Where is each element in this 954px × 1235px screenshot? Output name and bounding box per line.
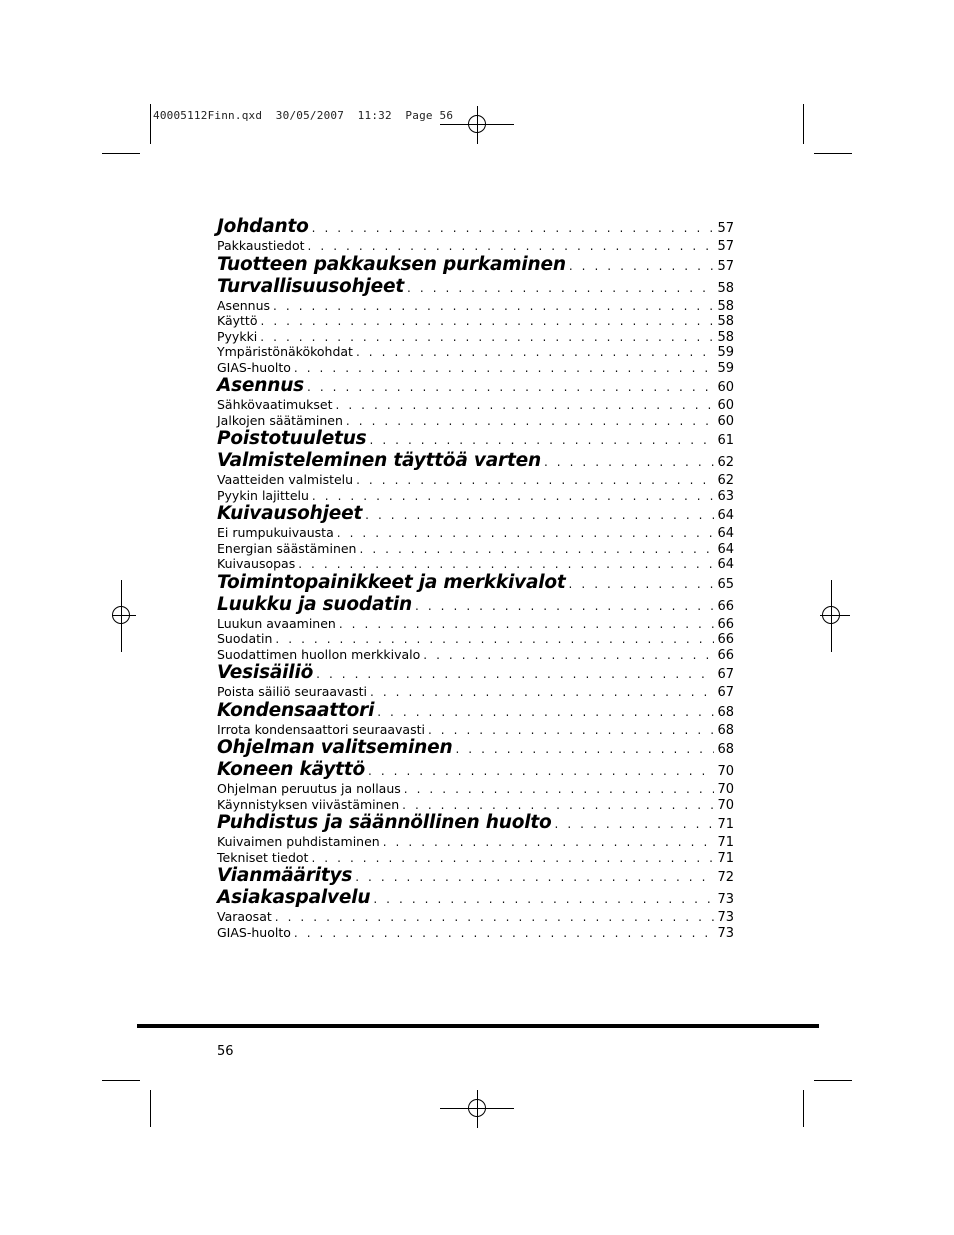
toc-entry-page: 61 — [717, 433, 734, 448]
toc-sub-entry — [217, 488, 734, 504]
toc-entry-title: Ei rumpukuivausta — [217, 525, 334, 540]
toc-sub-entry — [217, 797, 734, 813]
toc-entry-page: 59 — [717, 345, 734, 360]
toc-dot-leader — [368, 764, 714, 778]
toc-sub-entry — [217, 722, 734, 738]
toc-entry-title: Asennus — [217, 297, 271, 313]
toc-entry-page: 72 — [717, 870, 734, 885]
toc-dot-leader — [356, 345, 714, 359]
toc-entry-page: 70 — [717, 764, 734, 779]
registration-circle — [822, 606, 840, 624]
toc-dot-leader — [377, 705, 714, 719]
toc-dot-leader — [569, 577, 715, 591]
toc-dot-leader — [307, 380, 714, 394]
toc-entry-title: Käyttö — [217, 313, 258, 328]
toc-entry-page: 66 — [717, 598, 734, 614]
toc-entry-title: Valmisteleminen täyttöä varten — [217, 450, 541, 471]
toc-entry-title: Vianmääritys — [217, 865, 353, 886]
toc-dot-leader — [555, 817, 715, 831]
toc-entry-page: 64 — [717, 541, 734, 557]
toc-heading-entry — [217, 216, 734, 238]
toc-entry-title: Toimintopainikkeet ja merkkivalot — [217, 571, 566, 593]
toc-entry-title: Asiakaspalvelu — [217, 887, 371, 908]
crop-mark — [150, 104, 151, 144]
toc-heading-entry — [217, 276, 734, 298]
crop-mark — [803, 1090, 804, 1127]
toc-entry-title: Pakkaustiedot — [217, 238, 305, 253]
toc-sub-entry — [217, 616, 734, 632]
toc-entry-page: 68 — [717, 704, 734, 720]
toc-dot-leader — [312, 489, 715, 503]
toc-entry-page: 60 — [717, 380, 734, 395]
toc-dot-leader — [294, 926, 715, 940]
page-number: 56 — [217, 1044, 234, 1059]
toc-heading-entry — [217, 737, 734, 759]
toc-entry-title: Asennus — [217, 375, 304, 396]
toc-dot-leader — [308, 239, 715, 253]
toc-entry-page: 59 — [717, 360, 734, 376]
toc-dot-leader — [423, 648, 714, 662]
toc-sub-entry — [217, 298, 734, 314]
toc-sub-entry — [217, 329, 734, 345]
toc-dot-leader — [402, 798, 714, 812]
toc-dot-leader — [383, 835, 715, 849]
toc-entry-title: Suodattimen huollon merkkivalo — [217, 646, 421, 662]
toc-entry-page: 57 — [717, 239, 734, 254]
toc-sub-entry — [217, 472, 734, 488]
toc-dot-leader — [373, 892, 714, 906]
toc-heading-entry — [217, 572, 734, 594]
toc-entry-page: 73 — [717, 925, 734, 941]
toc-dot-leader — [311, 851, 714, 865]
toc-entry-page: 64 — [717, 557, 734, 572]
toc-entry-title: Käynnistyksen viivästäminen — [217, 796, 400, 812]
toc-dot-leader — [365, 508, 714, 522]
toc-dot-leader — [359, 542, 714, 556]
toc-sub-entry — [217, 556, 734, 572]
toc-sub-entry — [217, 925, 734, 941]
toc-sub-entry — [217, 313, 734, 329]
toc-entry-page: 57 — [717, 258, 734, 274]
toc-entry-page: 68 — [717, 722, 734, 738]
toc-entry-page: 60 — [717, 413, 734, 429]
toc-entry-title: Koneen käyttö — [217, 759, 365, 780]
toc-entry-title: Jalkojen säätäminen — [217, 412, 343, 428]
crop-mark — [102, 1080, 140, 1081]
toc-sub-entry — [217, 397, 734, 413]
print-slug: 40005112Finn.qxd 30/05/2007 11:32 Page 56 — [153, 109, 454, 122]
toc-entry-title: Poistotuuletus — [217, 428, 367, 449]
toc-dot-leader — [569, 259, 715, 273]
toc-entry-title: Pyykin lajittelu — [217, 487, 309, 503]
toc-entry-title: Kuivaimen puhdistaminen — [217, 834, 380, 849]
toc-dot-leader — [369, 433, 714, 447]
toc-heading-entry — [217, 503, 734, 525]
toc-sub-entry — [217, 238, 734, 254]
toc-entry-page: 71 — [717, 850, 734, 866]
crop-mark — [814, 153, 852, 154]
toc-entry-title: Ympäristönäkökohdat — [217, 344, 353, 359]
toc-dot-leader — [415, 599, 714, 613]
toc-entry-title: Sähkövaatimukset — [217, 397, 333, 412]
toc-sub-entry — [217, 909, 734, 925]
toc-sub-entry — [217, 631, 734, 647]
toc-entry-page: 57 — [717, 221, 734, 236]
toc-dot-leader — [428, 723, 714, 737]
toc-entry-title: GIAS-huolto — [217, 924, 291, 940]
toc-entry-page: 66 — [717, 647, 734, 663]
toc-entry-page: 64 — [717, 526, 734, 541]
registration-circle — [468, 115, 486, 133]
toc-dot-leader — [370, 685, 714, 699]
toc-entry-title: Tuotteen pakkauksen purkaminen — [217, 253, 566, 275]
toc-entry-page: 68 — [717, 742, 734, 757]
toc-heading-entry — [217, 887, 734, 909]
toc-dot-leader — [312, 221, 715, 235]
toc-entry-title: Irrota kondensaattori seuraavasti — [217, 721, 425, 737]
toc-entry-page: 71 — [717, 817, 734, 832]
toc-sub-entry — [217, 684, 734, 700]
toc-entry-title: Luukun avaaminen — [217, 615, 336, 631]
toc-entry-page: 58 — [717, 280, 734, 296]
toc-entry-title: Johdanto — [217, 216, 309, 237]
toc-entry-page: 66 — [717, 616, 734, 632]
toc-entry-title: Kuivausohjeet — [217, 503, 363, 524]
toc-heading-entry — [217, 759, 734, 781]
toc-heading-entry — [217, 375, 734, 397]
toc-entry-title: Luukku ja suodatin — [217, 593, 412, 615]
toc-entry-title: Vaatteiden valmistelu — [217, 472, 354, 487]
toc-entry-title: Kuivausopas — [217, 556, 296, 571]
footer-rule — [137, 1024, 819, 1028]
toc-dot-leader — [407, 281, 714, 295]
toc-dot-leader — [336, 398, 715, 412]
toc-dot-leader — [455, 742, 714, 756]
toc-entry-title: Energian säästäminen — [217, 540, 357, 556]
toc-entry-title: Varaosat — [217, 909, 272, 924]
toc-dot-leader — [337, 526, 715, 540]
toc-entry-title: Tekniset tiedot — [217, 849, 309, 865]
toc-dot-leader — [294, 361, 715, 375]
toc-entry-page: 58 — [717, 314, 734, 329]
toc-entry-title: Suodatin — [217, 631, 273, 646]
toc-sub-entry — [217, 413, 734, 429]
toc-heading-entry — [217, 254, 734, 276]
toc-dot-leader — [544, 455, 715, 469]
toc-dot-leader — [261, 314, 715, 328]
toc-entry-title: Ohjelman peruutus ja nollaus — [217, 781, 401, 796]
toc-entry-title: Kondensaattori — [217, 699, 375, 721]
toc-heading-entry — [217, 865, 734, 887]
toc-dot-leader — [346, 414, 715, 428]
toc-entry-page: 58 — [717, 329, 734, 345]
toc-sub-entry — [217, 360, 734, 376]
toc-entry-page: 73 — [717, 910, 734, 925]
toc-dot-leader — [356, 473, 714, 487]
toc-sub-entry — [217, 344, 734, 360]
toc-dot-leader — [404, 782, 715, 796]
toc-dot-leader — [260, 330, 714, 344]
toc-heading-entry — [217, 428, 734, 450]
toc-entry-page: 70 — [717, 782, 734, 797]
toc-entry-page: 67 — [717, 667, 734, 682]
toc-entry-page: 63 — [717, 488, 734, 504]
toc-entry-page: 58 — [717, 298, 734, 314]
toc-dot-leader — [355, 870, 714, 884]
toc-dot-leader — [339, 617, 715, 631]
crop-mark — [803, 104, 804, 144]
toc-sub-entry — [217, 647, 734, 663]
toc-dot-leader — [275, 910, 715, 924]
toc-entry-title: Pyykki — [217, 328, 258, 344]
crop-mark — [102, 153, 140, 154]
registration-circle — [468, 1099, 486, 1117]
toc-entry-page: 65 — [717, 576, 734, 592]
toc-dot-leader — [316, 667, 714, 681]
crop-mark — [814, 1080, 852, 1081]
toc-sub-entry — [217, 541, 734, 557]
toc-entry-page: 66 — [717, 632, 734, 647]
toc-entry-title: Turvallisuusohjeet — [217, 275, 405, 297]
toc-entry-page: 60 — [717, 398, 734, 413]
toc-dot-leader — [273, 299, 714, 313]
toc-sub-entry — [217, 525, 734, 541]
toc-heading-entry — [217, 662, 734, 684]
table-of-contents — [217, 216, 734, 940]
toc-heading-entry — [217, 812, 734, 834]
toc-entry-page: 62 — [717, 455, 734, 470]
toc-entry-page: 62 — [717, 473, 734, 488]
toc-entry-title: Vesisäiliö — [217, 662, 314, 683]
toc-sub-entry — [217, 834, 734, 850]
toc-entry-page: 71 — [717, 835, 734, 850]
toc-heading-entry — [217, 594, 734, 616]
toc-entry-title: Ohjelman valitseminen — [217, 737, 453, 758]
toc-entry-title: Poista säiliö seuraavasti — [217, 684, 367, 699]
toc-entry-title: Puhdistus ja säännöllinen huolto — [217, 812, 552, 833]
registration-circle — [112, 606, 130, 624]
toc-entry-page: 70 — [717, 797, 734, 813]
toc-entry-page: 73 — [717, 892, 734, 907]
toc-heading-entry — [217, 700, 734, 722]
toc-entry-page: 64 — [717, 508, 734, 523]
toc-dot-leader — [298, 557, 714, 571]
crop-mark — [150, 1090, 151, 1127]
toc-dot-leader — [275, 632, 714, 646]
toc-entry-page: 67 — [717, 685, 734, 700]
toc-sub-entry — [217, 781, 734, 797]
toc-sub-entry — [217, 850, 734, 866]
toc-heading-entry — [217, 450, 734, 472]
toc-entry-title: GIAS-huolto — [217, 359, 291, 375]
